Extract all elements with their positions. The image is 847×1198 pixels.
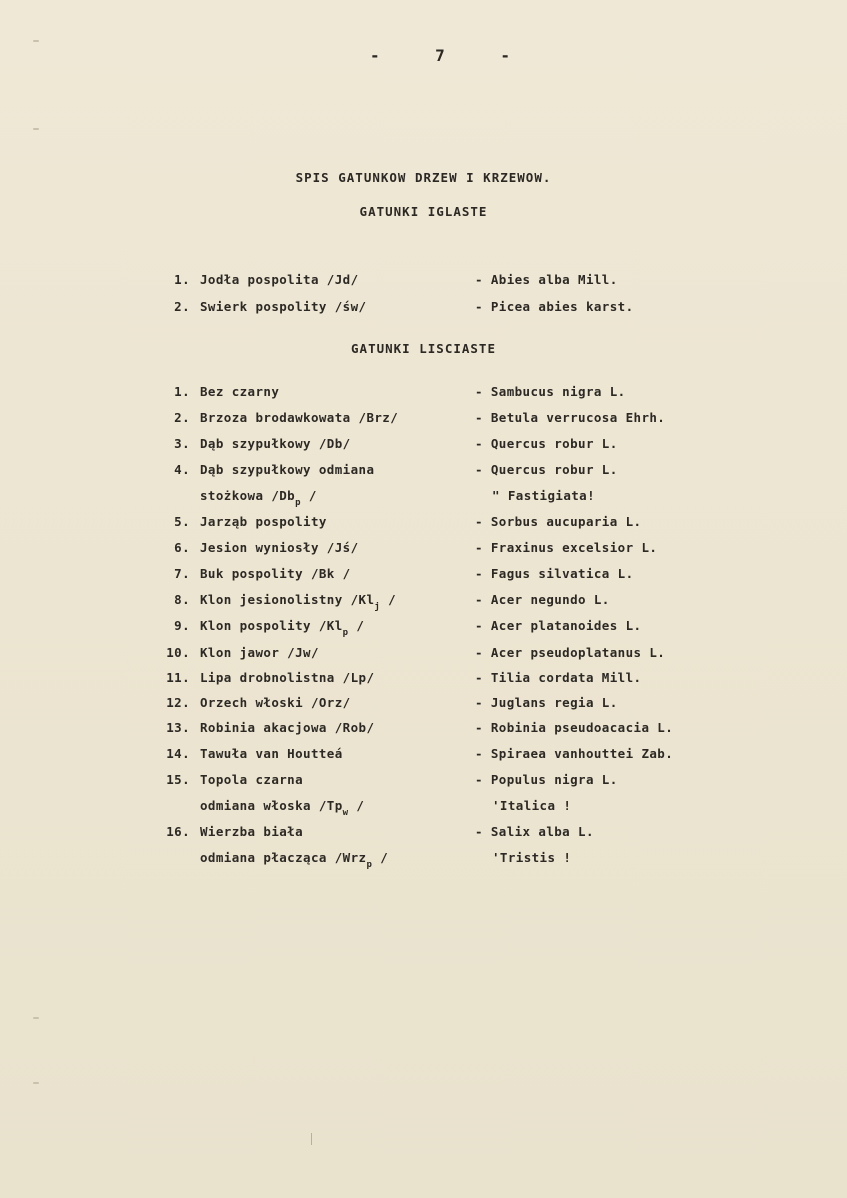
latin-name: - Salix alba L. xyxy=(475,824,594,839)
polish-name: Dąb szypułkowy odmiana xyxy=(200,462,375,477)
polish-name: Klon pospolity $/Kl_p$ / xyxy=(200,618,365,638)
item-number: 11. xyxy=(166,670,190,685)
latin-name-continuation: " Fastigiata! xyxy=(492,488,596,503)
latin-name: - Quercus robur L. xyxy=(475,436,618,451)
latin-name-continuation: 'Italica ! xyxy=(492,798,572,813)
item-number: 8. xyxy=(174,592,190,607)
polish-name: Robinia akacjowa /Rob/ xyxy=(200,720,375,735)
item-number: 6. xyxy=(174,540,190,555)
page-number: - 7 - xyxy=(370,46,510,65)
item-number: 1. xyxy=(174,384,190,399)
latin-name: - Tilia cordata Mill. xyxy=(475,670,642,685)
polish-name: Brzoza brodawkowata /Brz/ xyxy=(200,410,399,425)
polish-name: Wierzba biała xyxy=(200,824,304,839)
polish-name-continuation: odmiana płacząca /Wrz$_p$ / xyxy=(200,850,389,870)
polish-name: Orzech włoski /Orz/ xyxy=(200,695,351,710)
latin-name: - Fraxinus excelsior L. xyxy=(475,540,658,555)
item-number: 16. xyxy=(166,824,190,839)
latin-name: - Quercus robur L. xyxy=(475,462,618,477)
page-title: SPIS GATUNKOW DRZEW I KRZEWOW. xyxy=(295,170,552,185)
latin-name: - Sambucus nigra L. xyxy=(475,384,626,399)
latin-name: - Juglans regia L. xyxy=(475,695,618,710)
item-number: 9. xyxy=(174,618,190,633)
item-number: 12. xyxy=(166,695,190,710)
latin-name: - Robinia pseudoacacia L. xyxy=(475,720,674,735)
latin-name: - Acer pseudoplatanus L. xyxy=(475,645,666,660)
latin-name: - Betula verrucosa Ehrh. xyxy=(475,410,666,425)
latin-name: - Fagus silvatica L. xyxy=(475,566,634,581)
latin-name: - Spiraea vanhouttei Zab. xyxy=(475,746,674,761)
polish-name: Dąb szypułkowy /Db/ xyxy=(200,436,351,451)
item-number: 13. xyxy=(166,720,190,735)
item-number: 15. xyxy=(166,772,190,787)
latin-name: - Acer negundo L. xyxy=(475,592,610,607)
item-number: 4. xyxy=(174,462,190,477)
item-number: 2. xyxy=(174,410,190,425)
pencil-mark xyxy=(311,1133,312,1145)
polish-name: Jesion wyniosły /Jś/ xyxy=(200,540,359,555)
polish-name: Jarząb pospolity xyxy=(200,514,327,529)
document-page: - 7 - SPIS GATUNKOW DRZEW I KRZEWOW. GATUNKI IGLASTE 1. Jodła pospolita /Jd/ - Abies alba Mill. 2. Swierk pospolity /św/ - Picea abies karst. GATUNKI LISCIASTE 1. Bez czarny - Sambucus nigra L. 2. Brzoza brodawkowata /Brz/ - Betula verrucosa Ehrh. 3. Dąb szypułkowy /Db/ - Quercus robur L. 4. Dąb szypułkowy odmiana - Quercus robur L. stożkowa $/Db_p$ / " Fastigiata! 5. Jarząb pospolity - Sorbus aucuparia L. 6. Jesion wyniosły /Jś/ - Fraxinus excelsior L. 7. Buk pospolity /Bk / - Fagus silvatica L. 8. Klon jesionolistny $/Kl_j$ / - Acer negundo L. 9. Klon pospolity $/Kl_p$ / - Acer platanoides L. 10. Klon jawor /Jw/ - Acer pseudoplatanus L. 11. Lipa drobnolistna /Lp/ - Tilia cordata Mill. 12. Orzech włoski /Orz/ - Juglans regia L. 13. Robinia akacjowa /Rob/ - Robinia pseudoacacia L. 14. Tawuła van Houtteá - Spiraea vanhouttei Zab. 15. Topola czarna - Populus nigra L. odmiana włoska $/Tp_w$ / 'Italica ! 16. Wierzba biała - Salix alba L. odmiana płacząca /Wrz$_p$ / 'Tristis ! xyxy=(0,0,847,1198)
item-number: 14. xyxy=(166,746,190,761)
item-number: 5. xyxy=(174,514,190,529)
polish-name: Buk pospolity /Bk / xyxy=(200,566,351,581)
section-heading-deciduous: GATUNKI LISCIASTE xyxy=(351,341,496,356)
latin-name-continuation: 'Tristis ! xyxy=(492,850,572,865)
polish-name-continuation: stożkowa $/Db_p$ / xyxy=(200,488,317,508)
polish-name: Klon jesionolistny $/Kl_j$ / xyxy=(200,592,397,612)
latin-name: - Sorbus aucuparia L. xyxy=(475,514,642,529)
section-heading-conifers: GATUNKI IGLASTE xyxy=(359,204,488,219)
polish-name: Tawuła van Houtteá xyxy=(200,746,343,761)
polish-name: Klon jawor /Jw/ xyxy=(200,645,319,660)
item-number: 7. xyxy=(174,566,190,581)
item-number: 3. xyxy=(174,436,190,451)
item-number: 10. xyxy=(166,645,190,660)
polish-name: Bez czarny xyxy=(200,384,280,399)
polish-name: Lipa drobnolistna /Lp/ xyxy=(200,670,375,685)
polish-name-continuation: odmiana włoska $/Tp_w$ / xyxy=(200,798,365,818)
latin-name: - Acer platanoides L. xyxy=(475,618,642,633)
latin-name: - Populus nigra L. xyxy=(475,772,618,787)
polish-name: Topola czarna xyxy=(200,772,304,787)
